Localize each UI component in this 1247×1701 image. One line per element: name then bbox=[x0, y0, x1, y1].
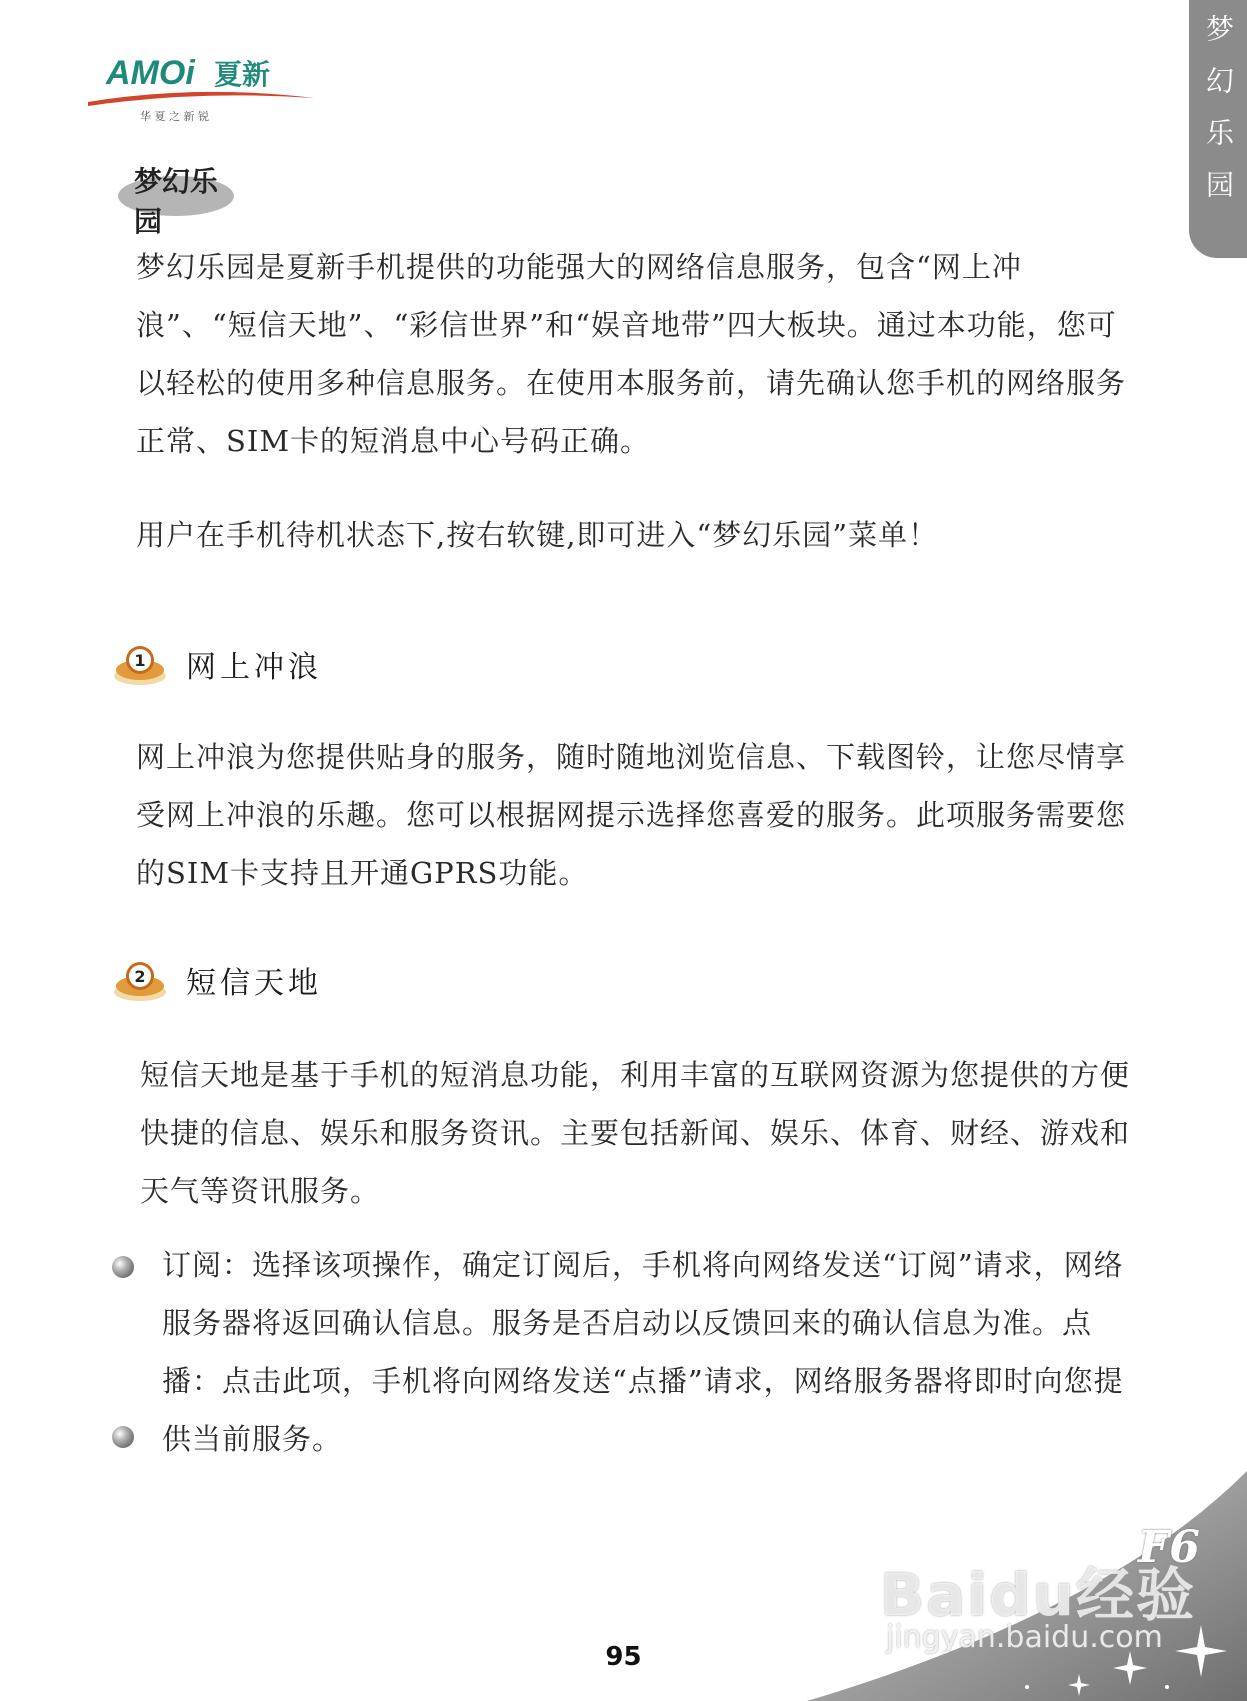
section-text-2: 短信天地是基于手机的短消息功能，利用丰富的互联网资源为您提供的方便快捷的信息、娱乐和服务资讯。主要包括新闻、娱乐、体育、财经、游戏和天气等资讯服务。 bbox=[140, 1058, 1131, 1208]
section-title-1: 网上冲浪 bbox=[186, 650, 322, 685]
number-badge-digit: 2 bbox=[134, 967, 146, 986]
section-heading-1 bbox=[112, 642, 322, 686]
section-badge-label: 梦幻乐园 bbox=[134, 165, 219, 238]
chapter-mark: F6 bbox=[1138, 1522, 1200, 1573]
section-heading-2 bbox=[112, 958, 322, 1002]
bullet-dot-icon bbox=[112, 1256, 134, 1278]
amoi-logo bbox=[88, 50, 328, 130]
watermark-logo: Baidu经验 bbox=[880, 1561, 1197, 1629]
section-badge bbox=[112, 150, 242, 238]
logo-cn: 夏新 bbox=[214, 58, 271, 91]
intro-paragraph-1: 梦幻乐园是夏新手机提供的功能强大的网络信息服务，包含“网上冲浪”、“短信天地”、“彩信世界”和“娱音地带”四大板块。通过本功能，您可以轻松的使用多种信息服务。在使用本服务前，请先确认您手机的网络服务正常、SIM卡的短消息中心号码正确。 bbox=[136, 250, 1127, 458]
watermark-url: jingyan.baidu.com bbox=[886, 1620, 1163, 1655]
side-tab-label: 梦幻乐园 bbox=[1202, 14, 1235, 222]
page-number: 95 bbox=[605, 1642, 642, 1672]
logo-text: AMOi bbox=[106, 54, 195, 92]
side-chapter-tab bbox=[1189, 0, 1247, 258]
bullet-text: 订阅：选择该项操作，确定订阅后，手机将向网络发送“订阅”请求，网络服务器将返回确认信息。服务是否启动以反馈回来的确认信息为准。点播：点击此项，手机将向网络发送“点播”请求，网络服务器将即时向您提供当前服务。 bbox=[162, 1248, 1124, 1456]
intro-paragraph-2: 用户在手机待机状态下,按右软键,即可进入“梦幻乐园”菜单！ bbox=[136, 518, 939, 552]
section-text-1: 网上冲浪为您提供贴身的服务，随时随地浏览信息、下载图铃，让您尽情享受网上冲浪的乐趣。您可以根据网提示选择您喜爱的服务。此项服务需要您的SIM卡支持且开通GPRS功能。 bbox=[136, 740, 1127, 890]
section-title-2: 短信天地 bbox=[186, 966, 322, 1001]
number-badge-icon bbox=[112, 642, 168, 686]
number-badge-digit: 1 bbox=[134, 651, 146, 670]
logo-slogan: 华 夏 之 新 锐 bbox=[140, 110, 209, 123]
number-badge-icon bbox=[112, 958, 168, 1002]
bullet-dot-icon bbox=[112, 1426, 134, 1448]
logo-graphic bbox=[88, 50, 328, 130]
